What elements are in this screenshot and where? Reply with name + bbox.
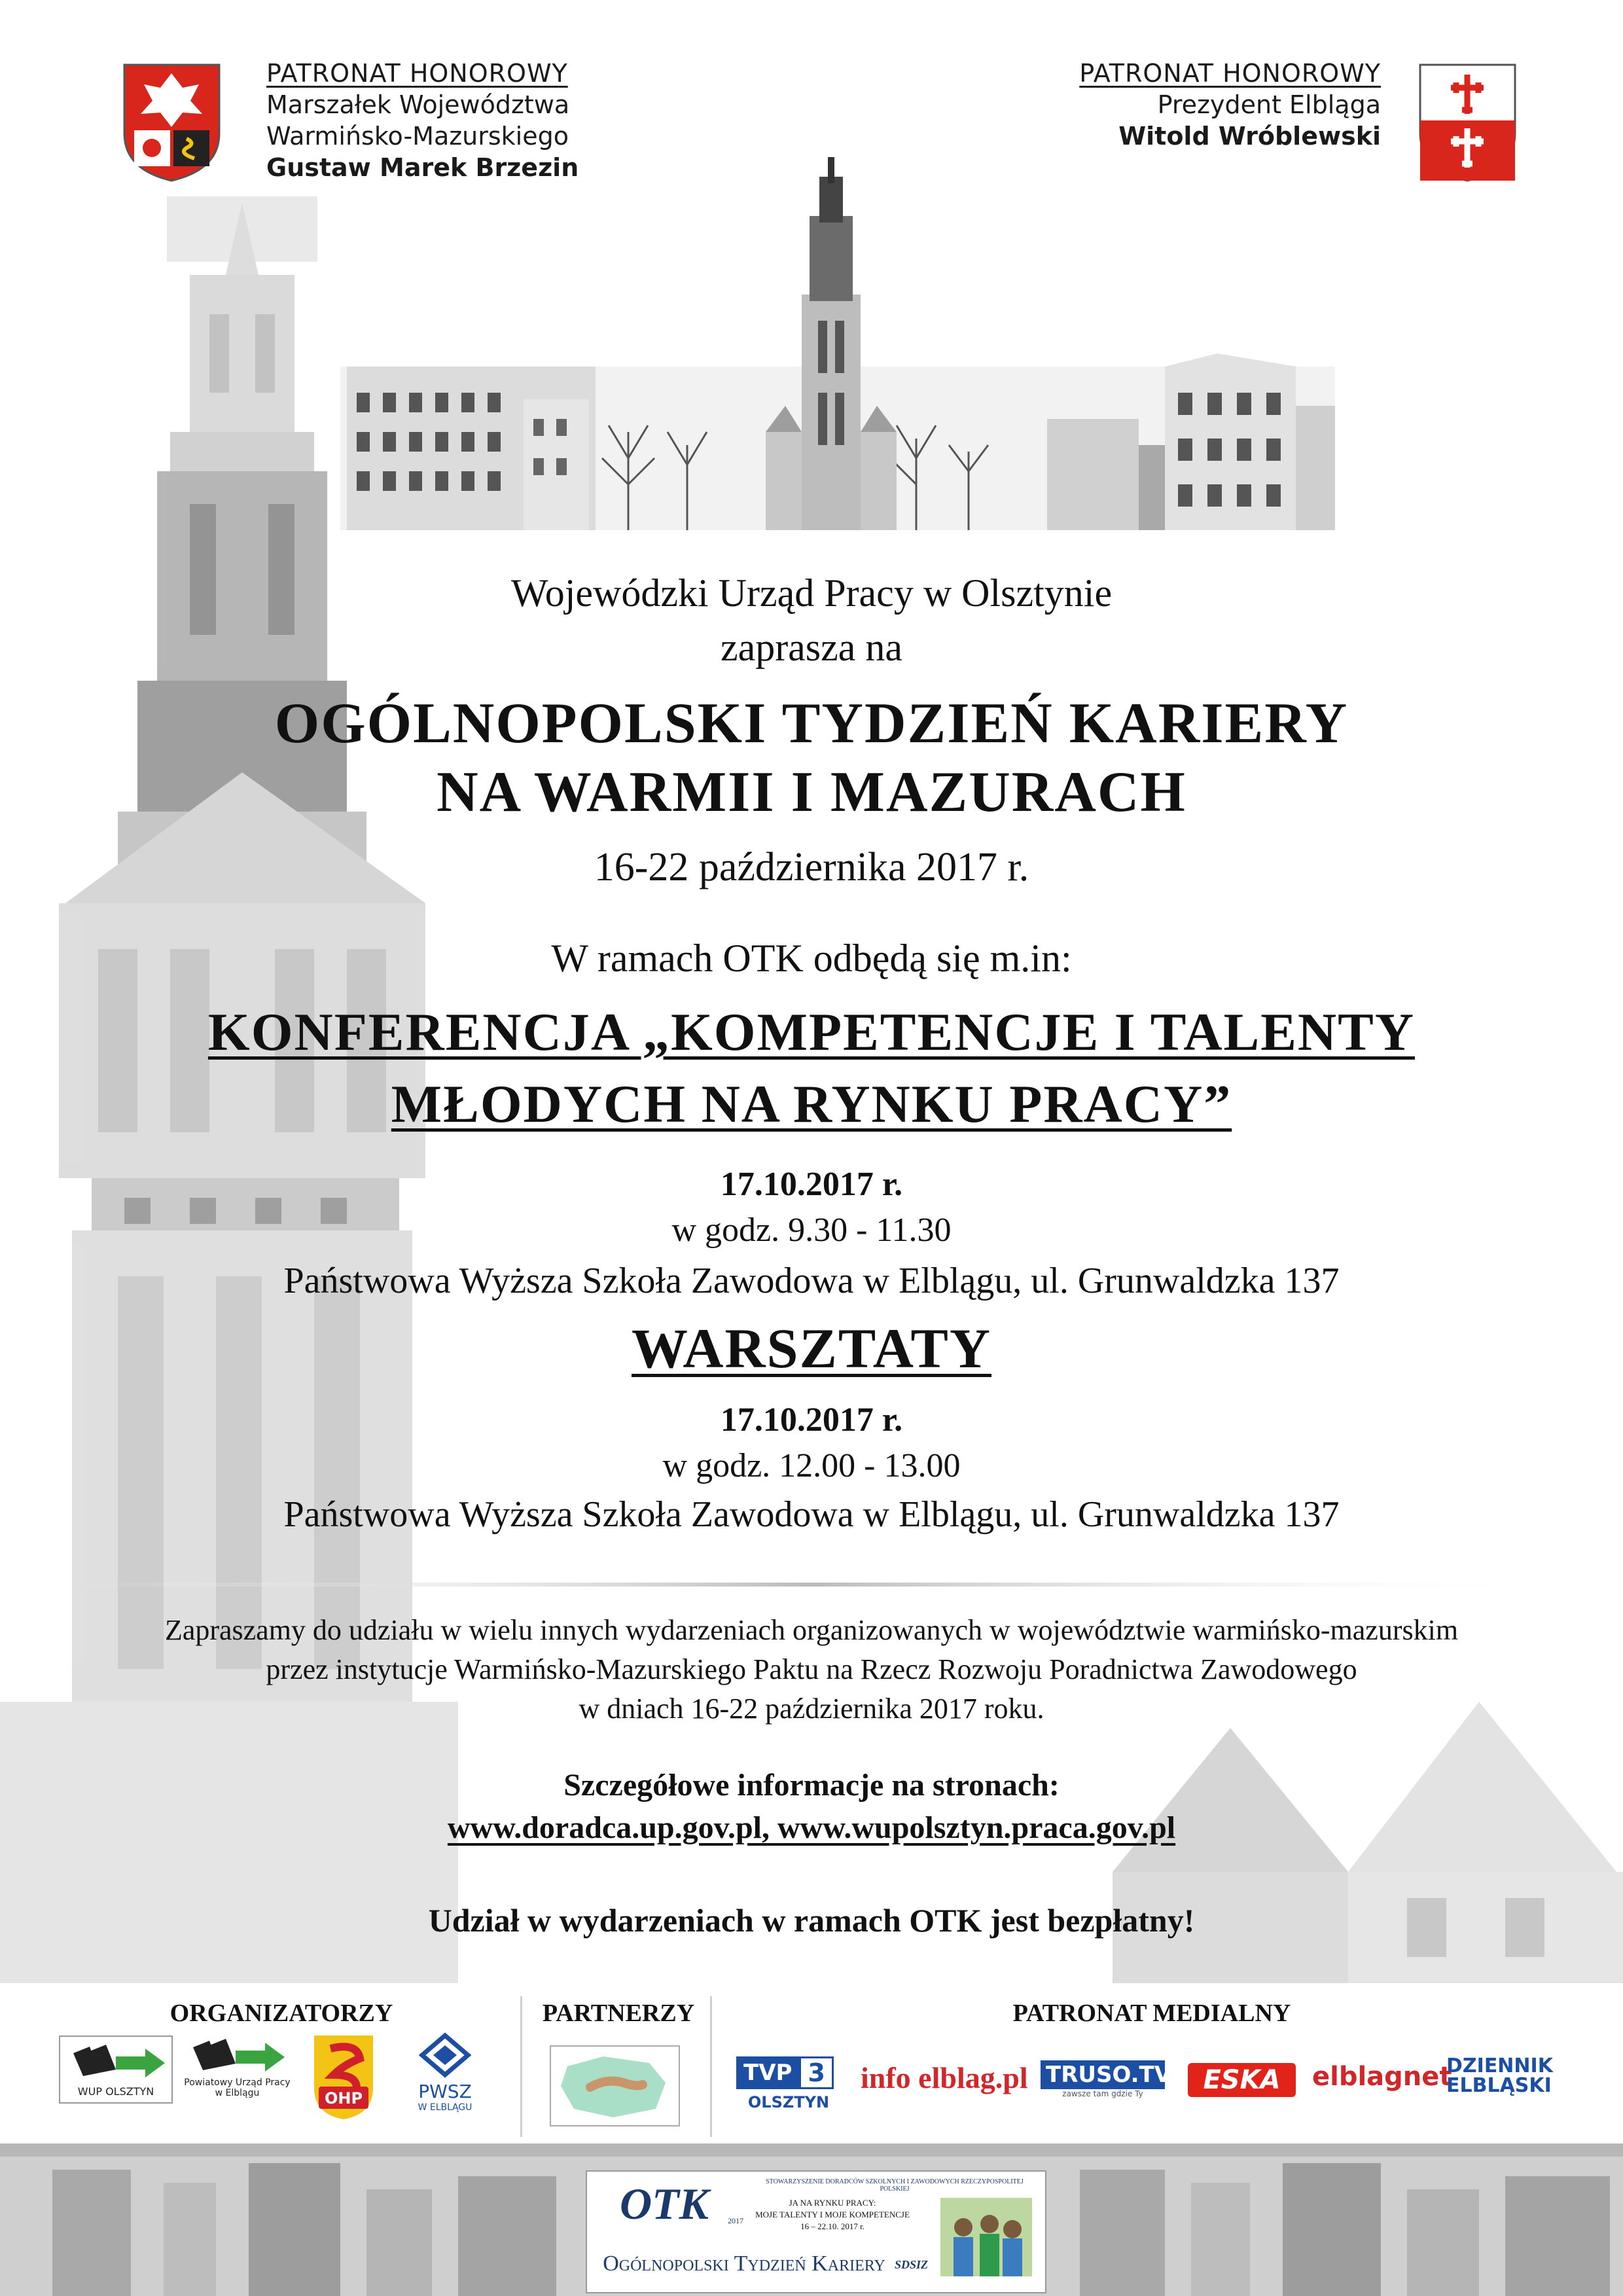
footer-separator — [710, 1996, 712, 2137]
conference-date: 17.10.2017 r. — [720, 1166, 903, 1203]
invitation-line1: Zapraszamy do udziału w wielu innych wydarzeniach organizowanych w województwie warmińsko-mazurskim — [164, 1614, 1459, 1646]
tvp-label: TVP — [736, 2056, 799, 2089]
organizer-line: Wojewódzki Urząd Pracy w Olsztynie — [510, 571, 1113, 615]
otk-slogan3: 16 – 22.10. 2017 r. — [800, 2221, 865, 2231]
dziennik-line2: ELBLĄSKI — [1446, 2074, 1552, 2097]
ohp-label: OHP — [324, 2089, 363, 2108]
workshops-title-text: WARSZTATY — [631, 1317, 992, 1380]
otk-photo — [940, 2198, 1032, 2276]
workshops-date: 17.10.2017 r. — [720, 1401, 903, 1439]
dziennik-line1: DZIENNIK — [1446, 2054, 1553, 2077]
wup-olsztyn-logo — [59, 2036, 173, 2104]
pwsz-label: PWSZ — [418, 2081, 472, 2102]
eska-label: ESKA — [1203, 2065, 1281, 2095]
pup-label-line1: Powiatowy Urząd Pracy — [184, 2077, 291, 2088]
event-dates: 16-22 października 2017 r. — [594, 845, 1029, 889]
patron-left-line1: Marszałek Województwa — [266, 90, 570, 119]
truso-tv-logo — [1041, 2060, 1172, 2098]
tvp-number: 3 — [799, 2056, 833, 2089]
conference-title-line2-text: MŁODYCH NA RYNKU PRACY” — [391, 1074, 1232, 1134]
free-participation-note: Udział w wydarzeniach w ramach OTK jest bezpłatny! — [428, 1902, 1195, 1939]
workshops-hours: w godz. 12.00 - 13.00 — [662, 1447, 961, 1484]
otk-slogan1: JA NA RYNKU PRACY: — [789, 2198, 876, 2208]
tvp-city: OLSZTYN — [747, 2093, 830, 2111]
handshake-map-icon — [551, 2047, 679, 2125]
patron-right-line1: Prezydent Elbląga — [1157, 90, 1381, 119]
dziennik-elblaski-logo — [1446, 2056, 1564, 2096]
pup-arrow-icon — [183, 2034, 291, 2075]
patron-left-block — [121, 58, 579, 183]
conference-title-line1 — [0, 1001, 1623, 1063]
workshops-location: Państwowa Wyższa Szkoła Zawodowa w Elblągu, ul. Grunwaldzka 137 — [283, 1494, 1340, 1535]
media-heading: PATRONAT MEDIALNY — [1012, 2000, 1291, 2027]
footer-separator — [520, 1996, 522, 2137]
patron-right-name: Witold Wróblewski — [1118, 122, 1381, 151]
invitation-line3: w dniach 16-22 października 2017 roku. — [579, 1693, 1044, 1725]
details-links[interactable]: www.doradca.up.gov.pl, www.wupolsztyn.praca.gov.pl — [447, 1810, 1176, 1845]
event-title-line1: OGÓLNOPOLSKI TYDZIEŃ KARIERY — [274, 692, 1349, 755]
event-title-line2: NA WARMII I MAZURACH — [437, 761, 1186, 824]
workshops-title — [0, 1316, 1623, 1381]
otk-association: STOWARZYSZENIE DORADCÓW SZKOLNYCH I ZAWODOWYCH RZECZYPOSPOLITEJ POLSKIEJ — [766, 2178, 1024, 2193]
details-heading: Szczegółowe informacje na stronach: — [563, 1768, 1060, 1803]
patron-right-block — [1079, 58, 1518, 152]
otk-year: 2017 — [728, 2216, 743, 2225]
eska-logo — [1188, 2063, 1296, 2097]
invites-line: zaprasza na — [720, 626, 903, 669]
patron-right-title: PATRONAT HONOROWY — [1079, 59, 1381, 88]
elblagnet-logo: elblagnet — [1312, 2062, 1452, 2092]
invitation-line2: przez instytucje Warmińsko-Mazurskiego Paktu na Rzecz Rozwoju Poradnictwa Zawodowego — [266, 1653, 1357, 1685]
organizers-heading: ORGANIZATORZY — [169, 2000, 393, 2027]
partner-handshake-logo — [550, 2045, 680, 2126]
otk-logo: OTK — [620, 2179, 709, 2229]
ohp-logo — [304, 2029, 383, 2121]
otk-slogan2: MOJE TALENTY I MOJE KOMPETENCJE — [755, 2210, 910, 2219]
pup-label-line2: w Elblągu — [215, 2088, 260, 2098]
conference-location: Państwowa Wyższa Szkoła Zawodowa w Elblągu, ul. Grunwaldzka 137 — [283, 1261, 1340, 1301]
pwsz-logo — [402, 2032, 488, 2124]
pwsz-sublabel: W ELBLĄGU — [418, 2102, 473, 2113]
footer-logos — [0, 1983, 1623, 2144]
pup-elblag-logo — [183, 2034, 291, 2106]
warmia-mazury-crest-icon — [121, 62, 223, 183]
patron-left-title: PATRONAT HONOROWY — [266, 59, 568, 88]
partners-heading: PARTNERZY — [542, 2000, 695, 2027]
section-divider — [72, 1583, 1551, 1587]
patron-left-line2: Warmińsko-Mazurskiego — [266, 122, 569, 151]
truso-label: TRUSO.TV — [1041, 2060, 1165, 2089]
patron-left-name: Gustaw Marek Brzezin — [266, 153, 579, 182]
wup-arrow-icon — [60, 2037, 171, 2083]
pwsz-emblem-icon — [419, 2032, 471, 2078]
info-elblag-logo: info elblag.pl — [861, 2061, 1028, 2094]
conference-title-line2 — [0, 1073, 1623, 1135]
conference-title-line1-text: KONFERENCJA „KOMPETENCJE I TALENTY — [207, 1002, 1416, 1062]
wup-label: WUP OLSZTYN — [77, 2085, 154, 2098]
truso-slogan: zawsze tam gdzie Ty — [1062, 2089, 1143, 2098]
otk-sdsiz: SDSIZ — [895, 2258, 929, 2271]
tvp3-olsztyn-logo — [736, 2056, 841, 2128]
program-intro: W ramach OTK odbędą się m.in: — [551, 937, 1072, 980]
conference-hours: w godz. 9.30 - 11.30 — [671, 1211, 952, 1249]
city-skyline-photo — [340, 157, 1335, 530]
otk-name: Ogólnopolski Tydzień Kariery — [603, 2251, 885, 2276]
otk-banner — [586, 2170, 1046, 2293]
elblag-crest-icon — [1417, 62, 1518, 183]
